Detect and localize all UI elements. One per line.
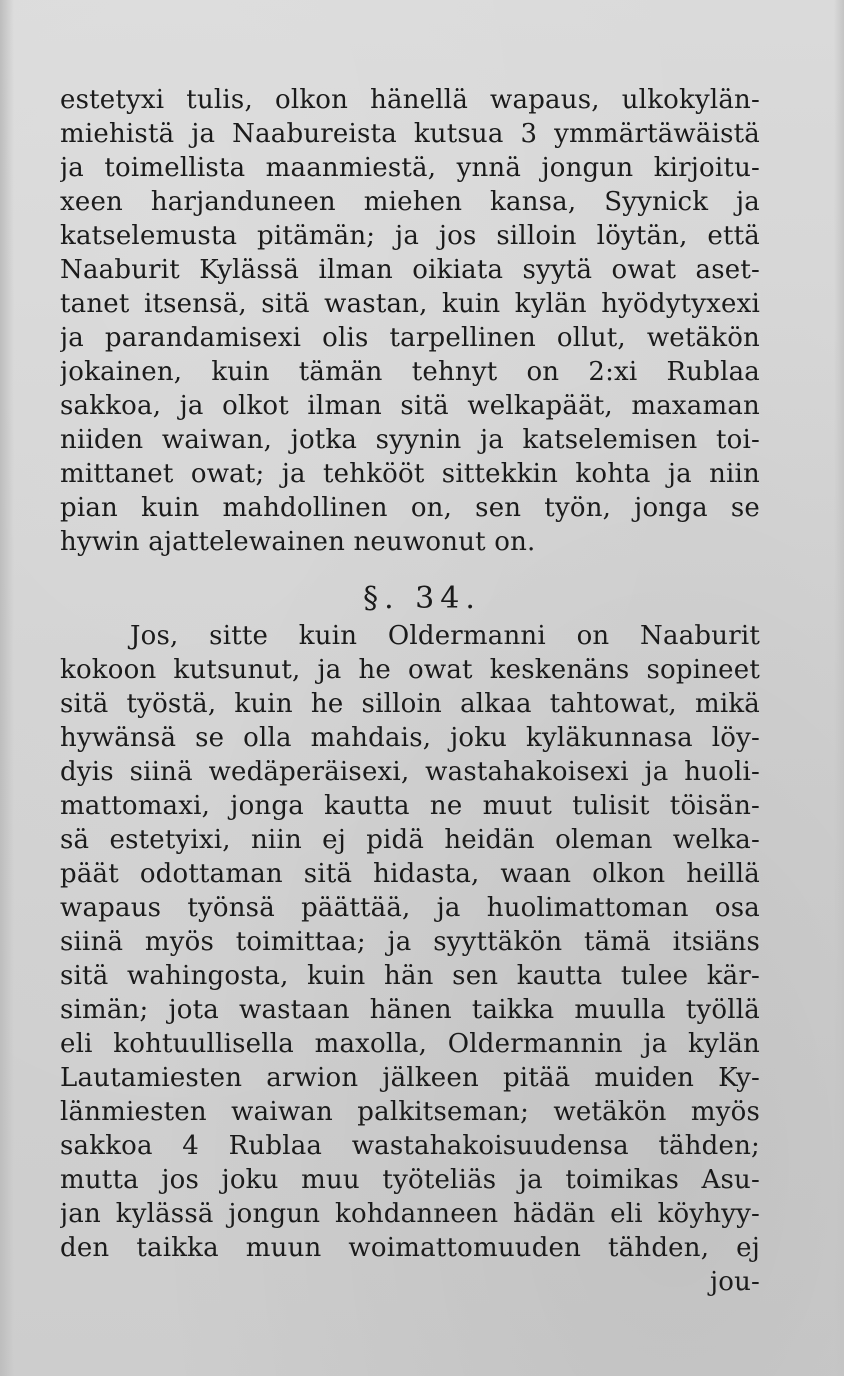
text-line: miehistä ja Naabureista kutsua 3 ymmärtäwäistä xyxy=(60,119,760,149)
text-line: sä estetyixi, niin ej pidä heidän oleman welka- xyxy=(60,825,760,855)
catchword: jou- xyxy=(709,1267,760,1297)
text-line: eli kohtuullisella maxolla, Oldermannin ja kylän xyxy=(60,1029,760,1059)
text-line: päät odottaman sitä hidasta, waan olkon heillä xyxy=(60,859,760,889)
text-line: ja parandamisexi olis tarpellinen ollut, wetäkön xyxy=(60,323,760,353)
text-line: Naaburit Kylässä ilman oikiata syytä owat aset- xyxy=(60,255,760,285)
text-line: xeen harjanduneen miehen kansa, Syynick ja xyxy=(60,187,760,217)
text-line: mittanet owat; ja tehkööt sittekkin kohta ja niin xyxy=(60,459,760,489)
page-edge-shadow-left xyxy=(0,0,14,1376)
text-line: kokoon kutsunut, ja he owat keskenäns sopineet xyxy=(60,655,760,685)
text-line: sakkoa, ja olkot ilman sitä welkapäät, maxaman xyxy=(60,391,760,421)
text-line: simän; jota wastaan hänen taikka muulla työllä xyxy=(60,995,760,1025)
text-line: hywin ajattelewainen neuwonut on. xyxy=(60,527,536,557)
section-heading: §. 34. xyxy=(363,581,481,616)
text-line: mattomaxi, jonga kautta ne muut tulisit töisän- xyxy=(60,791,760,821)
text-line: sitä työstä, kuin he silloin alkaa tahtowat, mikä xyxy=(60,689,760,719)
paragraph-one xyxy=(60,83,760,559)
text-line: hywänsä se olla mahdais, joku kyläkunnasa löy- xyxy=(60,723,760,753)
text-line: jan kylässä jongun kohdanneen hädän eli köyhyy- xyxy=(60,1199,760,1229)
text-line: sitä wahingosta, kuin hän sen kautta tulee kär- xyxy=(60,961,760,991)
text-line: länmiesten waiwan palkitseman; wetäkön myös xyxy=(60,1097,760,1127)
text-line: estetyxi tulis, olkon hänellä wapaus, ulkokylän- xyxy=(60,85,760,115)
paragraph-two xyxy=(60,619,760,1299)
text-line: jokainen, kuin tämän tehnyt on 2:xi Rublaa xyxy=(60,357,760,387)
text-line: mutta jos joku muu työteliäs ja toimikas Asu- xyxy=(60,1165,760,1195)
text-line: wapaus työnsä päättää, ja huolimattoman osa xyxy=(60,893,760,923)
text-line: ja toimellista maanmiestä, ynnä jongun kirjoitu- xyxy=(60,153,760,183)
text-line: niiden waiwan, jotka syynin ja katselemisen toi- xyxy=(60,425,760,455)
text-line: siinä myös toimittaa; ja syyttäkön tämä itsiäns xyxy=(60,927,760,957)
text-line: Jos, sitte kuin Oldermanni on Naaburit xyxy=(130,621,760,651)
text-line: tanet itsensä, sitä wastan, kuin kylän hyödytyxexi xyxy=(60,289,760,319)
text-line: sakkoa 4 Rublaa wastahakoisuudensa tähden; xyxy=(60,1131,760,1161)
text-line: pian kuin mahdollinen on, sen työn, jonga se xyxy=(60,493,760,523)
text-line: den taikka muun woimattomuuden tähden, ej xyxy=(60,1233,760,1263)
page-edge-shadow-right xyxy=(834,0,844,1376)
text-line: katselemusta pitämän; ja jos silloin löytän, että xyxy=(60,221,760,251)
text-line: Lautamiesten arwion jälkeen pitää muiden Ky- xyxy=(60,1063,760,1093)
text-line: dyis siinä wedäperäisexi, wastahakoisexi ja huoli- xyxy=(60,757,760,787)
